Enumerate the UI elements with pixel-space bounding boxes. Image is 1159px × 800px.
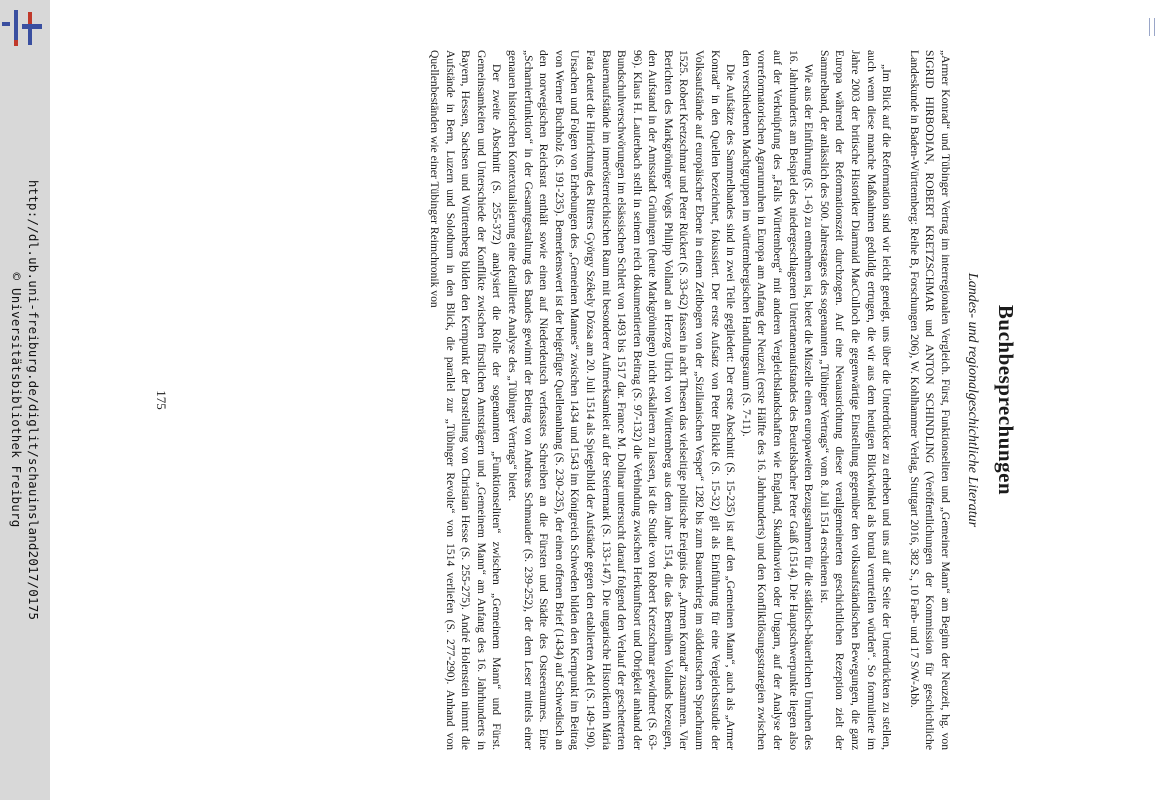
viewer-sidebar <box>0 0 50 800</box>
paragraph-2: Wie aus der Einführung (S. 1-6) zu entnehmen ist, bietet die Miszelle einen europaweiten Bezugsrahmen für die städtisch-bäuerlichen Unruhen des 16. Jahrhunderts am Beispiel des niedergeschlagenen Untertanenaufstandes des Beutelsbacher Peter Gaiß (1514). Die Hauptschwerpunkte liegen also auf der Verknüpfung des „Falls Württemberg“ mit anderen Vergleichslandschaften wie England, Skandinavien oder Ungarn, auf der Analyse der vorreformatorischen Agrarunruhen in Europa am Anfang der Neuzeit (erste Hälfte des 16. Jahrhunderts) und den Konfliktlösungsstrategien zwischen den verschiedenen Machtgruppen im württembergischen Handlungsraum (S. 7-11). <box>739 50 816 750</box>
page-running-header: Buchbesprechungen <box>994 304 1018 496</box>
paragraph-3: Die Aufsätze des Sammelbandes sind in zwei Teile gegliedert: Der erste Abschnitt (S. 15-235) ist auf den „Gemeinen Mann“, auch als „Armer Konrad“ in den Quellen bezeichnet, fokussiert. Der erste Aufsatz von Peter Blickle (S. 15-32) gilt als Einführung für eine Vergleichsstudie der Volksaufstände auf europäischer Ebene in einem Zeitbogen von der „Sizilianischen Vesper“ 1282 bis zum Bauernkrieg im süddeutschen Sprachraum 1525. Robert Kretzschmar und Peter Rückert (S. 33-62) fassen in acht Thesen das vielseitige politische Ereignis des „Armen Konrad“ zusammen. Vier Berichten des Markgröninger Vogts Philipp Volland an Herzog Ulrich von Württemberg aus dem Jahre 1514, die das Bemühen Vollands bezeugen, den Aufstand in der Amtsstadt Grüningen (heute Markgröningen) nicht eskalieren zu lassen, ist die Studie von Robert Kretzschmar gewidmet (S. 63-96). Klaus H. Lauterbach stellt in seinem reich dokumentierten Beitrag (S. 97-132) die Verbindung zwischen Herkunftsort und Obrigkeit anhand der Bundschuhverschwörungen im elsässischen Schlett von 1493 bis 1517 dar. France M. Dolinar untersucht darauf folgend den Verlauf der geschetterten Bauernaufstände im innerösterreichischen Raum mit besonderer Aufmerksamkeit auf der Steiermark (S. 133-147). Die ungarische Historikerin Mária Fata deutet die Hinrichtung des Ritters György Székely Dózsa am 20. Juli 1514 als Spiegelbild der Aufstände gegen den etablierten Adel (S. 149-190). Ursachen und Folgen von Erhebungen des „Gemeinen Mannes“ zwischen 1434 und 1543 im Königreich Schweden bilden den Kernpunkt im Beitrag von Werner Buchholz (S. 191-235). Bemerkenswert ist der beigefügte Quellenanhang (S. 230-235), der einen offenen Brief (1434) auf Schwedisch an den norwegischen Reichsrat enthält sowie einen auf Niederdeutsch verfasstes Schreiben an die Fürsten und Städte des Ostseeraumes. Eine „Scharnierfunktion“ in der Gesamtgestaltung des Bandes gewinnt der Beitrag von Andreas Schmauder (S. 239-252), der dem Leser mittels einer genauen historischen Kontextualisierung eine detaillierte Analyse des „Tübinger Vertrags“ bietet. <box>505 50 738 750</box>
permalink-url[interactable]: http://dl.ub.uni-freiburg.de/diglit/schauinsland2017/0175 <box>26 179 41 621</box>
corner-mark <box>1149 18 1155 36</box>
paragraph-4: Der zweite Abschnitt (S. 255-372) analysiert die Rolle der sogenannten „Funktionseliten“ zwischen „Gemeinem Mann“ und Fürst. Gemeinsamkeiten und Unterschiede der Konflikte zwischen fürstlichen Amtsträgern und „Gemeinem Mann“ am Anfang des 16. Jahrhunderts in Bayern, Hessen, Sachsen und Württemberg bilden den Kernpunkt der Darstellung von Christian Hesse (S. 255-275). André Holenstein nimmt die Aufstände in Bern, Luzern und Solothurn in den Blick, die parallel zur „Tübinger Revolte“ von 1514 verliefen (S. 277-290). Anhand von Quellenbeständen wie einer Tübinger Reimchronik von <box>428 50 504 750</box>
book-page <box>145 50 1025 750</box>
copyright-notice: © Universitätsbibliothek Freiburg <box>9 272 24 528</box>
review-citation: „Armer Konrad“ und Tübinger Vertrag im interregionalen Vergleich. Fürst, Funktionseliten und „Gemeiner Mann“ am Beginn der Neuzeit, hg. von SIGRID HIRBODIAN, ROBERT KRETZSCHMAR und ANTON SCHINDLING (Veröffentlichungen der Kommission für geschichtliche Landeskunde in Baden-Württemberg: Reihe B, Forschungen 206), W. Kohlhammer Verlag, Stuttgart 2016, 382 S., 10 Farb- und 17 S/W-Abb. <box>907 50 952 750</box>
page-body <box>426 50 953 750</box>
viewer-caption <box>8 0 42 800</box>
page-number: 175 <box>154 390 169 410</box>
scanned-page <box>105 0 1065 800</box>
section-heading: Landes- und regionalgeschichtliche Literatur <box>965 272 980 528</box>
paragraph-1: „Im Blick auf die Reformation sind wir leicht geneigt, uns über die Unterdrücker zu erheben und uns auf die Seite der Unterdrückten zu stellen, auch wenn diese manche Maßnahmen geduldig ertrugen, die wir aus dem heutigen Blickwinkel als brutal verurteilen würden“. So formulierte im Jahre 2003 der britische Historiker Diarmaid MacCulloch die gegenwärtige Einstellung gegenüber den volksaufständischen Bewegungen, die ganz Europa während der Reformationszeit durchzogen. Auf eine Neuausrichtung dieser verallgemeinerten geschichtlichen Rezeption zielt der Sammelband, der anlässlich des 500. Jahrestages des sogenannten „Tübinger Vertrags“ vom 8. Juli 1514 erschienen ist. <box>817 50 894 750</box>
